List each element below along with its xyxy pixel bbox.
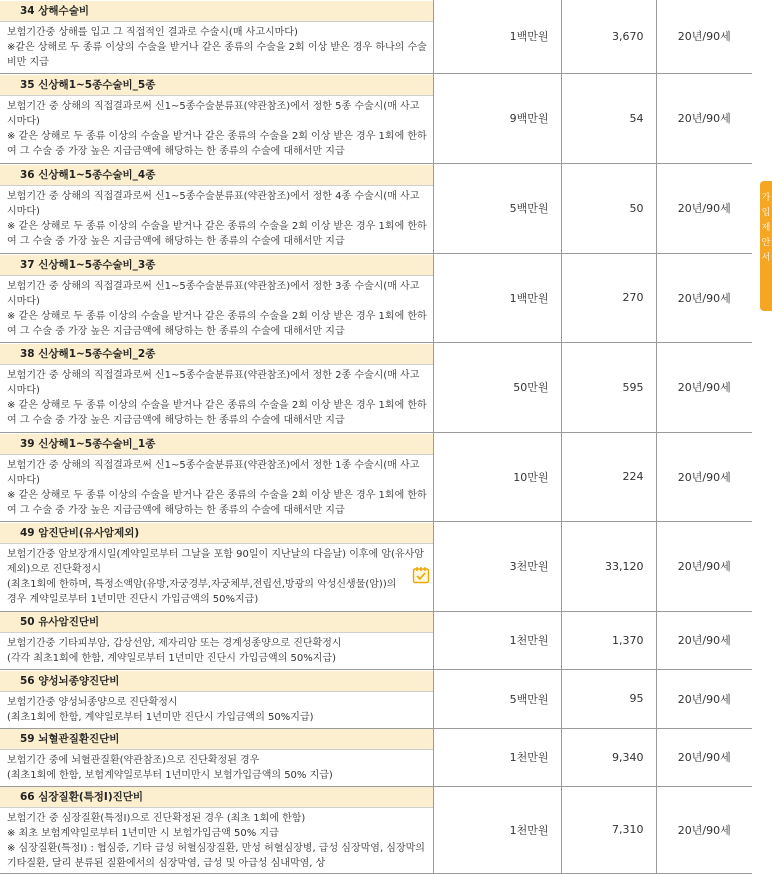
coverage-row bbox=[0, 786, 752, 873]
coverage-detail-line: 보험기간 중에 뇌혈관질환(약관참조)으로 진단확정된 경우 bbox=[7, 755, 260, 766]
premium: 595 bbox=[561, 342, 656, 432]
coverage-row bbox=[0, 521, 752, 611]
coverage-term: 20년/90세 bbox=[656, 73, 752, 163]
coverage-title: 50 유사암진단비 bbox=[0, 612, 433, 633]
coverage-description-cell bbox=[0, 611, 433, 669]
coverage-title: 56 양성뇌종양진단비 bbox=[0, 671, 433, 692]
coverage-detail-line: (각각 최초1회에 한함, 계약일로부터 1년미만 진단시 가입금액의 50%지급) bbox=[7, 653, 337, 664]
coverage-term: 20년/90세 bbox=[656, 669, 752, 728]
coverage-detail bbox=[0, 692, 433, 727]
coverage-detail-line: 보험기간 중 상해의 직접결과로써 신1~5종수술분류표(약관참조)에서 정한 2종 수술시(매 사고시마다) bbox=[7, 370, 420, 396]
coverage-title: 36 신상해1~5종수술비_4종 bbox=[0, 165, 433, 186]
coverage-title: 38 신상해1~5종수술비_2종 bbox=[0, 344, 433, 365]
coverage-term: 20년/90세 bbox=[656, 0, 752, 73]
coverage-amount: 5백만원 bbox=[433, 669, 561, 728]
coverage-detail-line: ※같은 상해로 두 종류 이상의 수술을 받거나 같은 종류의 수술을 2회 이상 받은 경우 하나의 수술비만 지급 bbox=[7, 41, 427, 68]
coverage-detail-line: (최초1회에 한함, 보험계약일로부터 1년미만시 보험가입금액의 50% 지급) bbox=[7, 770, 333, 781]
coverage-detail-line: ※ 같은 상해로 두 종류 이상의 수술을 받거나 같은 종류의 수술을 2회 이상 받은 경우 1회에 한하여 그 수술 중 가장 높은 지급금액에 해당하는 한 종류의 수술에 대해서만 지급 bbox=[7, 310, 427, 337]
coverage-detail-line: ※ 같은 상해로 두 종류 이상의 수술을 받거나 같은 종류의 수술을 2회 이상 받은 경우 1회에 한하여 그 수술 중 가장 높은 지급금액에 해당하는 한 종류의 수술에 대해서만 지급 bbox=[7, 489, 427, 516]
coverage-detail-line: 보험기간 중 상해의 직접결과로써 신1~5종수술분류표(약관참조)에서 정한 4종 수술시(매 사고시마다) bbox=[7, 191, 420, 217]
coverage-detail-line: (최초1회에 한함, 계약일로부터 1년미만 진단시 가입금액의 50%지급) bbox=[7, 711, 314, 723]
coverage-detail-line: ※ 심장질환(특정Ⅰ) : 협심증, 기타 급성 허혈심장질환, 만성 허혈심장병, 급성 심장막염, 심장막의 기타질환, 달리 분류된 질환에서의 심장막염, 급성 및 아급성 심내막염, 상 bbox=[7, 842, 425, 869]
coverage-detail bbox=[0, 186, 433, 251]
coverage-detail-line: 보험기간중 상해를 입고 그 직접적인 결과로 수술시(매 사고시마다) bbox=[7, 26, 298, 38]
coverage-detail bbox=[0, 22, 433, 72]
coverage-amount: 10만원 bbox=[433, 432, 561, 521]
coverage-description-cell bbox=[0, 0, 433, 73]
premium: 3,670 bbox=[561, 0, 656, 73]
premium: 95 bbox=[561, 669, 656, 728]
coverage-description-cell bbox=[0, 432, 433, 521]
coverage-row bbox=[0, 669, 752, 728]
coverage-description-cell bbox=[0, 786, 433, 873]
coverage-description-cell bbox=[0, 163, 433, 253]
side-tab-label: 가 입 제 안 서 bbox=[761, 193, 771, 263]
coverage-row bbox=[0, 432, 752, 521]
coverage-description-cell bbox=[0, 253, 433, 342]
coverage-term: 20년/90세 bbox=[656, 163, 752, 253]
coverage-detail bbox=[0, 455, 433, 520]
coverage-detail-line: ※ 같은 상해로 두 종류 이상의 수술을 받거나 같은 종류의 수술을 2회 이상 받은 경우 1회에 한하여 그 수술 중 가장 높은 지급금액에 해당하는 한 종류의 수술에 대해서만 지급 bbox=[7, 400, 427, 426]
coverage-row bbox=[0, 728, 752, 786]
coverage-detail-line: 보험기간중 암보장개시일(계약일로부터 그날을 포함 90일이 지난날의 다음날) 이후에 암(유사암 제외)으로 진단확정시 bbox=[7, 549, 424, 575]
premium: 7,310 bbox=[561, 786, 656, 873]
coverage-amount: 3천만원 bbox=[433, 521, 561, 611]
premium: 270 bbox=[561, 253, 656, 342]
coverage-term: 20년/90세 bbox=[656, 611, 752, 669]
coverage-amount: 1백만원 bbox=[433, 253, 561, 342]
premium: 50 bbox=[561, 163, 656, 253]
coverage-detail-line: 보험기간중 기타피부암, 갑상선암, 제자리암 또는 경계성종양으로 진단확정시 bbox=[7, 638, 342, 649]
coverage-title: 39 신상해1~5종수술비_1종 bbox=[0, 434, 433, 455]
premium: 54 bbox=[561, 73, 656, 163]
coverage-amount: 1천만원 bbox=[433, 611, 561, 669]
coverage-amount: 50만원 bbox=[433, 342, 561, 432]
coverage-term: 20년/90세 bbox=[656, 728, 752, 786]
coverage-title: 59 뇌혈관질환진단비 bbox=[0, 729, 433, 750]
coverage-detail bbox=[0, 633, 433, 668]
coverage-row bbox=[0, 253, 752, 342]
coverage-description-cell bbox=[0, 669, 433, 728]
coverage-term: 20년/90세 bbox=[656, 786, 752, 873]
coverage-detail-line: 보험기간 중 상해의 직접결과로써 신1~5종수술분류표(약관참조)에서 정한 5종 수술시(매 사고시마다) bbox=[7, 101, 420, 127]
coverage-row bbox=[0, 73, 752, 163]
coverage-title: 49 암진단비(유사암제외) bbox=[0, 523, 433, 544]
coverage-detail-line: ※ 같은 상해로 두 종류 이상의 수술을 받거나 같은 종류의 수술을 2회 이상 받은 경우 1회에 한하여 그 수술 중 가장 높은 지급금액에 해당하는 한 종류의 수술에 대해서만 지급 bbox=[7, 221, 427, 247]
coverage-row bbox=[0, 163, 752, 253]
coverage-title: 37 신상해1~5종수술비_3종 bbox=[0, 255, 433, 276]
memo-check-icon[interactable] bbox=[412, 566, 430, 584]
coverage-detail bbox=[0, 96, 433, 161]
coverage-detail-line: (최초1회에 한하며, 특정소액암(유방,자궁경부,자궁체부,전립선,방광의 악성신생물(암))의 경우 계약일로부터 1년미만 진단시 가입금액의 50%지급) bbox=[7, 579, 397, 605]
coverage-term: 20년/90세 bbox=[656, 342, 752, 432]
coverage-detail-line: 보험기간 중 상해의 직접결과로써 신1~5종수술분류표(약관참조)에서 정한 3종 수술시(매 사고시마다) bbox=[7, 280, 420, 307]
coverage-detail-line: ※ 최초 보험계약일로부터 1년미만 시 보험가입금액 50% 지급 bbox=[7, 827, 279, 839]
coverage-detail-line: 보험기간중 양성뇌종양으로 진단확정시 bbox=[7, 696, 178, 708]
coverage-description-cell bbox=[0, 73, 433, 163]
premium: 1,370 bbox=[561, 611, 656, 669]
coverage-detail bbox=[0, 544, 433, 609]
side-tab[interactable] bbox=[760, 181, 772, 311]
premium: 9,340 bbox=[561, 728, 656, 786]
coverage-term: 20년/90세 bbox=[656, 253, 752, 342]
coverage-detail bbox=[0, 750, 433, 785]
coverage-amount: 1천만원 bbox=[433, 728, 561, 786]
coverage-row bbox=[0, 0, 752, 73]
coverage-amount: 9백만원 bbox=[433, 73, 561, 163]
coverage-term: 20년/90세 bbox=[656, 521, 752, 611]
coverage-amount: 5백만원 bbox=[433, 163, 561, 253]
coverage-amount: 1천만원 bbox=[433, 786, 561, 873]
coverage-title: 35 신상해1~5종수술비_5종 bbox=[0, 75, 433, 96]
coverage-detail-line: ※ 같은 상해로 두 종류 이상의 수술을 받거나 같은 종류의 수술을 2회 이상 받은 경우 1회에 한하여 그 수술 중 가장 높은 지급금액에 해당하는 한 종류의 수술에 대해서만 지급 bbox=[7, 131, 427, 157]
coverage-title: 66 심장질환(특정Ⅰ)진단비 bbox=[0, 787, 433, 808]
coverage-amount: 1백만원 bbox=[433, 0, 561, 73]
coverage-term: 20년/90세 bbox=[656, 432, 752, 521]
coverage-description-cell bbox=[0, 342, 433, 432]
coverage-detail bbox=[0, 808, 433, 873]
coverage-detail-line: 보험기간 중 상해의 직접결과로써 신1~5종수술분류표(약관참조)에서 정한 1종 수술시(매 사고시마다) bbox=[7, 459, 420, 486]
coverage-row bbox=[0, 611, 752, 669]
coverage-detail bbox=[0, 276, 433, 341]
coverage-detail bbox=[0, 365, 433, 430]
coverage-title: 34 상해수술비 bbox=[0, 1, 433, 22]
coverage-row bbox=[0, 342, 752, 432]
premium: 224 bbox=[561, 432, 656, 521]
coverage-detail-line: 보험기간 중 심장질환(특정Ⅰ)으로 진단확정된 경우 (최초 1회에 한함) bbox=[7, 812, 306, 824]
coverage-description-cell bbox=[0, 728, 433, 786]
coverage-description-cell bbox=[0, 521, 433, 611]
premium: 33,120 bbox=[561, 521, 656, 611]
